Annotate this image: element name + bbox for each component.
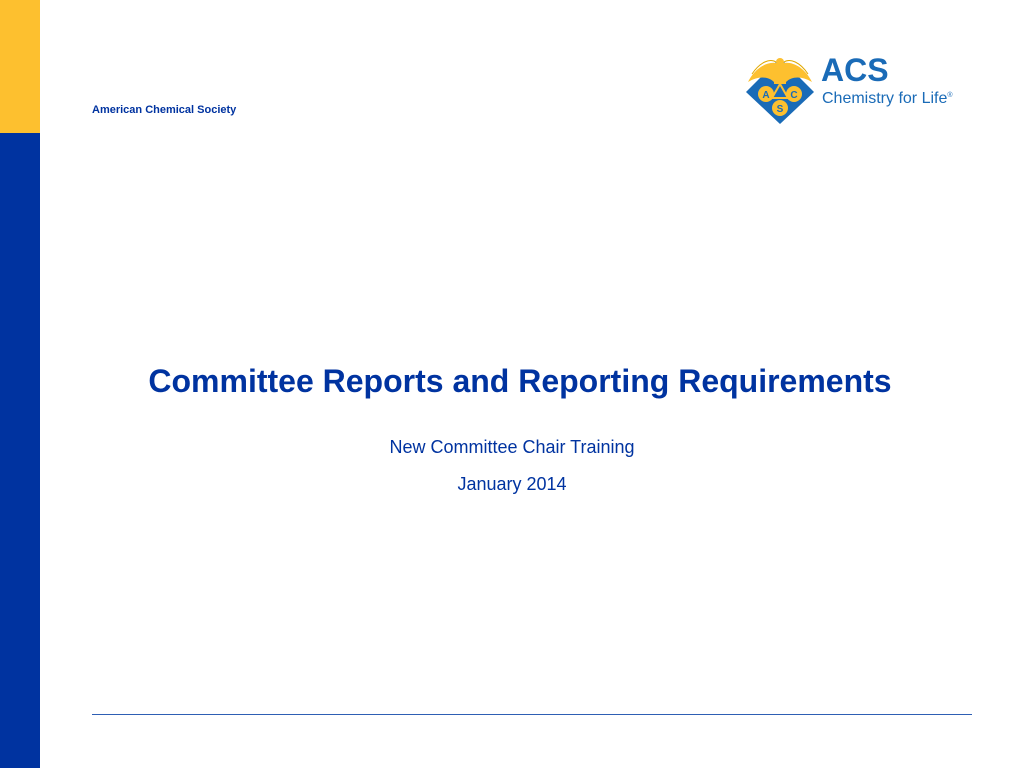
slide-subtitle: New Committee Chair Training	[389, 437, 635, 457]
logo-tagline	[822, 90, 953, 108]
emblem-letter-c: C	[790, 90, 798, 101]
registered-mark: ®	[947, 92, 953, 99]
acs-logo	[744, 52, 959, 124]
footer-divider	[92, 714, 972, 715]
slide-title: Committee Reports and Reporting Requirements	[148, 363, 892, 399]
side-accent-yellow	[0, 0, 40, 133]
slide-date: January 2014	[457, 474, 567, 494]
acs-eagle-emblem-icon	[744, 52, 816, 124]
organization-name: American Chemical Society	[92, 104, 237, 116]
logo-tagline-text: Chemistry for Life	[822, 90, 948, 107]
emblem-letter-a: A	[762, 90, 770, 101]
logo-wordmark: ACS	[821, 52, 889, 88]
emblem-letter-s: S	[776, 104, 784, 115]
